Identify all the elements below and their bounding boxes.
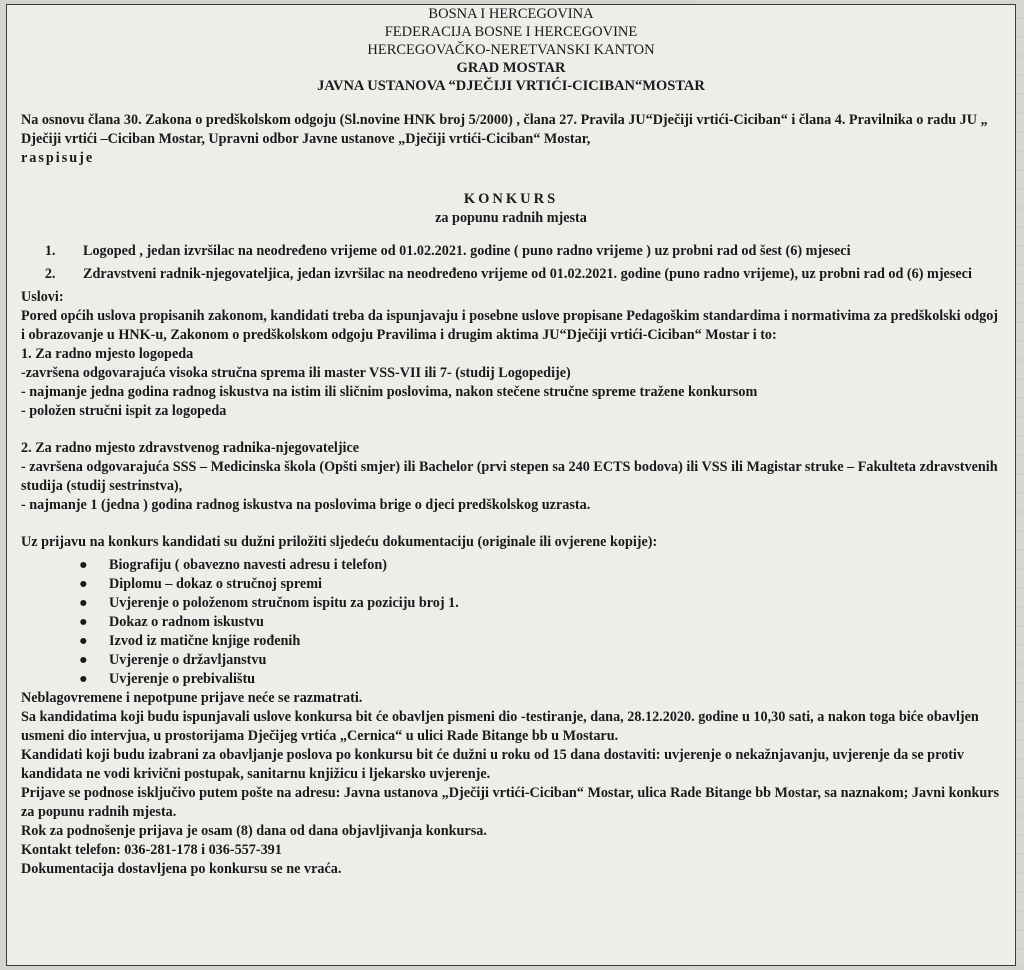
document-item [79, 556, 1001, 575]
pos1-item: - položen stručni ispit za logopeda [21, 403, 227, 419]
closing-line: Rok za podnošenje prijava je osam (8) dana od dana objavljivanja konkursa. [21, 823, 487, 839]
bullet-icon: ● [79, 652, 88, 668]
header-country: BOSNA I HERCEGOVINA [428, 6, 594, 22]
closing-line: Sa kandidatima koji budu ispunjavali uslove konkursa bit će obavljen pismeni dio -testiranje, dana, 28.12.2020. godine u 10,30 sati, a nakon toga biće obavljen usmeni dio intervjua, u prostorijama Dječijeg vrtića „Cernica“ u ulici Rade Bitange bb u Mostaru. [21, 709, 979, 744]
document-item [79, 670, 1001, 689]
document-item-label: Uvjerenje o državljanstvu [109, 652, 267, 668]
header-canton: HERCEGOVAČKO-NERETVANSKI KANTON [367, 42, 655, 58]
intro-text: Na osnovu člana 30. Zakona o predškolskom odgoju (Sl.novine HNK broj 5/2000) , člana 27. Pravila JU“Dječiji vrtići-Ciciban“ i člana 4. Pravilnika o radu JU „ Dječiji vrtići –Ciciban Mostar, Upravni odbor Javne ustanove „Dječiji vrtići-Ciciban“ Mostar, [21, 112, 988, 147]
closing-line: Dokumentacija dostavljena po konkursu se ne vraća. [21, 861, 342, 877]
closing-line: Neblagovremene i nepotpune prijave neće se razmatrati. [21, 690, 363, 706]
document-item-label: Diplomu – dokaz o stručnoj spremi [109, 576, 322, 592]
document-item [79, 575, 1001, 594]
pos1-item: - najmanje jedna godina radnog iskustva na istim ili sličnim poslovima, nakon stečene stručne spreme tražene konkursom [21, 384, 758, 400]
closing-line: Prijave se podnose isključivo putem pošte na adresu: Javna ustanova „Dječiji vrtići-Ciciban“ Mostar, ulica Rade Bitange bb Mostar, sa naznakom; Javni konkurs za popunu radnih mjesta. [21, 785, 1000, 820]
position-item: 1. Logoped , jedan izvršilac na neodređeno vrijeme od 01.02.2021. godine ( puno radno vrijeme ) uz probni rad od šest (6) mjeseci [59, 242, 1001, 261]
closing-line: Kandidati koji budu izabrani za obavljanje poslova po konkursu bit će dužni u roku od 15 dana dostaviti: uvjerenje o nekažnjavanju, uvjerenje da se protiv kandidata ne vodi krivični postupak, sanitarnu knjižicu i ljekarsko uvjerenje. [21, 747, 964, 782]
position-item: 2. Zdravstveni radnik-njegovateljica, jedan izvršilac na neodređeno vrijeme od 01.02.2021. godine (puno radno vrijeme), uz probni rad od (6) mjeseci [59, 265, 1001, 284]
header-federation: FEDERACIJA BOSNE I HERCEGOVINE [384, 24, 638, 40]
spacer [21, 515, 1001, 533]
uslovi-label: Uslovi: [21, 289, 64, 305]
intro-paragraph [21, 111, 1001, 168]
uslovi-general: Pored općih uslova propisanih zakonom, kandidati treba da ispunjavaju i posebne uslove propisane Pedagoškim standardima i normativima za predškolski odgoj i obrazovanje u HNK-u, Zakonom o predškolskom odgoju Pravilima i drugim aktima JU“Dječiji vrtići-Ciciban“ Mostar i to: [21, 308, 999, 343]
document-item [79, 651, 1001, 670]
header-city: GRAD MOSTAR [456, 60, 566, 76]
document-item-label: Uvjerenje o prebivalištu [109, 671, 256, 687]
bullet-icon: ● [79, 614, 88, 630]
document-item-label: Izvod iz matične knjige rođenih [109, 633, 301, 649]
job-notice [6, 4, 1016, 966]
intro-raspisuje: raspisuje [21, 150, 95, 166]
document-item-label: Biografiju ( obavezno navesti adresu i telefon) [109, 557, 387, 573]
document-item [79, 613, 1001, 632]
document-item-label: Uvjerenje o položenom stručnom ispitu za poziciju broj 1. [109, 595, 459, 611]
positions-list [21, 242, 1001, 284]
konkurs-title: KONKURS [463, 191, 559, 207]
document-item [79, 632, 1001, 651]
bullet-icon: ● [79, 557, 88, 573]
pos1-title: 1. Za radno mjesto logopeda [21, 346, 194, 362]
pos1-item: -završena odgovarajuća visoka stručna sprema ili master VSS-VII ili 7- (studij Logopedije) [21, 365, 571, 381]
pos2-item: - završena odgovarajuća SSS – Medicinska škola (Opšti smjer) ili Bachelor (prvi stepen sa 240 ECTS bodova) ili VSS ili Magistar struke – Fakulteta zdravstvenih studija (studij sestrinstva), [21, 459, 998, 494]
header-institution: JAVNA USTANOVA “DJEČIJI VRTIĆI-CICIBAN“MOSTAR [317, 78, 705, 94]
pos2-title: 2. Za radno mjesto zdravstvenog radnika-njegovateljice [21, 440, 360, 456]
documents-intro: Uz prijavu na konkurs kandidati su dužni priložiti sljedeću dokumentaciju (originale ili ovjerene kopije): [21, 534, 658, 550]
bullet-icon: ● [79, 595, 88, 611]
spacer [21, 421, 1001, 439]
bullet-icon: ● [79, 633, 88, 649]
bullet-icon: ● [79, 671, 88, 687]
document-item-label: Dokaz o radnom iskustvu [109, 614, 264, 630]
document-item [79, 594, 1001, 613]
pos2-item: - najmanje 1 (jedna ) godina radnog iskustva na poslovima brige o djeci predškolskog uzrasta. [21, 497, 591, 513]
konkurs-subtitle: za popunu radnih mjesta [435, 210, 587, 226]
documents-list [21, 556, 1001, 689]
closing-line: Kontakt telefon: 036-281-178 i 036-557-391 [21, 842, 282, 858]
bullet-icon: ● [79, 576, 88, 592]
